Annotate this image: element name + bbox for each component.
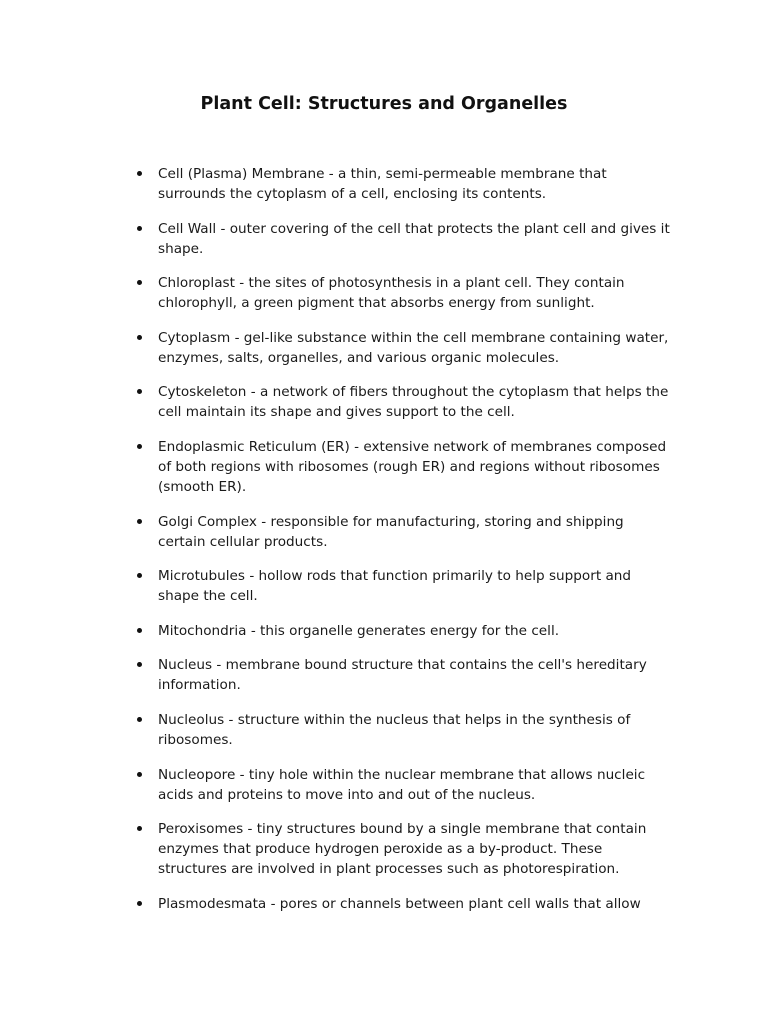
list-item — [130, 219, 670, 259]
list-item-text: Nucleolus - structure within the nucleus that helps in the synthesis of ribosomes. — [158, 711, 631, 748]
list-item — [130, 273, 670, 313]
bullet-icon — [137, 717, 142, 722]
bullet-icon — [137, 444, 142, 449]
list-item — [130, 566, 670, 606]
list-item-text: Nucleopore - tiny hole within the nuclear membrane that allows nucleic acids and proteins to move into and out of the nucleus. — [158, 766, 646, 803]
page-title: Plant Cell: Structures and Organelles — [200, 94, 568, 114]
bullet-icon — [137, 573, 142, 578]
list-item-text: Endoplasmic Reticulum (ER) - extensive network of membranes composed of both regions with ribosomes (rough ER) and regions without ribosomes (smooth ER). — [158, 438, 667, 495]
list-item-text: Cell Wall - outer covering of the cell that protects the plant cell and gives it shape. — [158, 220, 670, 257]
list-item — [130, 655, 670, 695]
list-item-text: Microtubules - hollow rods that function primarily to help support and shape the cell. — [158, 568, 632, 605]
bullet-icon — [137, 826, 142, 831]
list-item-text: Plasmodesmata - pores or channels between plant cell walls that allow — [158, 895, 641, 912]
bullet-icon — [137, 226, 142, 231]
list-item — [130, 164, 670, 204]
list-item-text: Golgi Complex - responsible for manufacturing, storing and shipping certain cellular products. — [158, 513, 624, 550]
list-item-text: Mitochondria - this organelle generates energy for the cell. — [158, 622, 560, 639]
list-item-text: Nucleus - membrane bound structure that contains the cell's hereditary information. — [158, 657, 647, 694]
list-item — [130, 819, 670, 879]
list-item — [130, 621, 670, 641]
bullet-icon — [137, 901, 142, 906]
list-item — [130, 765, 670, 805]
list-item — [130, 328, 670, 368]
bullet-icon — [137, 335, 142, 340]
list-item-text: Cytoplasm - gel-like substance within the cell membrane containing water, enzymes, salts, organelles, and various organic molecules. — [158, 329, 669, 366]
bullet-icon — [137, 519, 142, 524]
bullet-icon — [137, 389, 142, 394]
bullet-icon — [137, 628, 142, 633]
list-item-text: Cell (Plasma) Membrane - a thin, semi-permeable membrane that surrounds the cytoplasm of a cell, enclosing its contents. — [158, 166, 607, 202]
list-item — [130, 710, 670, 750]
bullet-icon — [137, 772, 142, 777]
list-item — [130, 512, 670, 552]
organelle-list — [130, 164, 670, 928]
bullet-icon — [137, 662, 142, 667]
bullet-icon — [137, 280, 142, 285]
list-item — [130, 894, 670, 914]
list-item-text: Peroxisomes - tiny structures bound by a single membrane that contain enzymes that produce hydrogen peroxide as a by-product. These structures are involved in plant processes such as photorespiration. — [158, 821, 647, 878]
list-item-text: Cytoskeleton - a network of fibers throughout the cytoplasm that helps the cell maintain its shape and gives support to the cell. — [158, 384, 669, 421]
list-item — [130, 437, 670, 497]
bullet-icon — [137, 171, 142, 176]
list-item — [130, 382, 670, 422]
list-item-text: Chloroplast - the sites of photosynthesis in a plant cell. They contain chlorophyll, a green pigment that absorbs energy from sunlight. — [158, 275, 625, 312]
